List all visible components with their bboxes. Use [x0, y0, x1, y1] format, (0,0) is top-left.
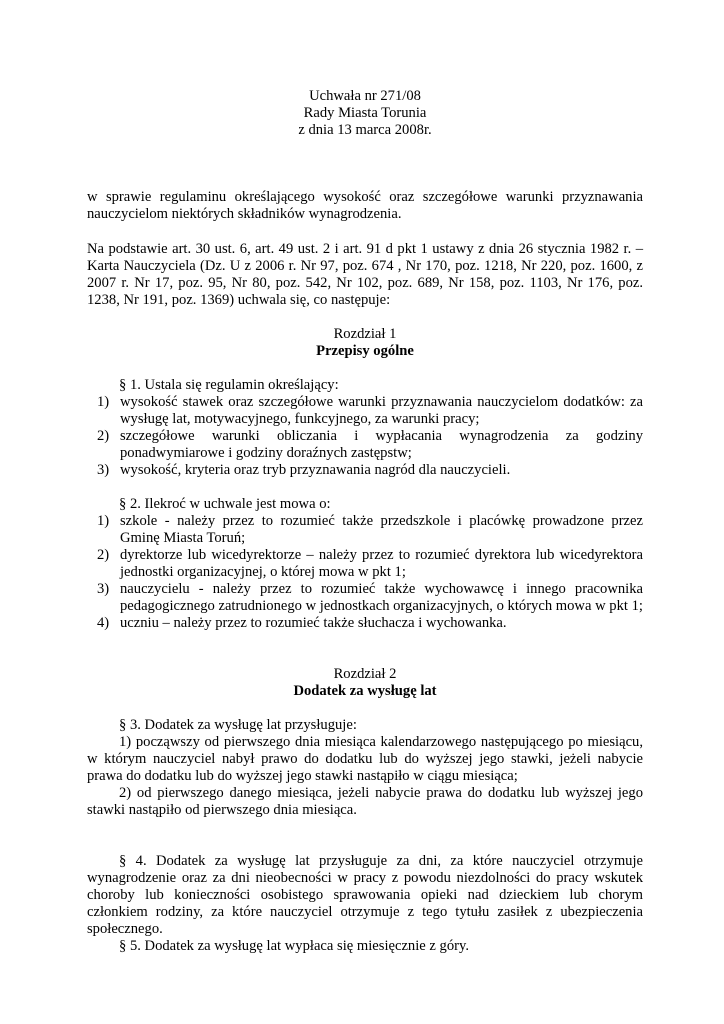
item-number: 2) — [97, 428, 110, 444]
item-text: szczegółowe warunki obliczania i wypłacania wynagrodzenia za godziny ponadwymiarowe i godziny doraźnych zastępstw; — [120, 428, 643, 461]
item-text: szkole - należy przez to rozumieć także przedszkole i placówkę prowadzone przez Gminę Miasta Toruń; — [120, 513, 643, 546]
par1-intro: § 1. Ustala się regulamin określający: — [119, 377, 339, 393]
par4: § 4. Dodatek za wysługę lat przysługuje za dni, za które nauczyciel otrzymuje wynagrodzenie oraz za dni nieobecności w pracy z powodu niezdolności do pracy wskutek choroby lub konieczności osobistego sprawowania opieki nad dzieckiem lub chorym członkiem rodziny, za które nauczyciel otrzymuje z tego tytułu zasiłek z ubezpieczenia społecznego. — [87, 853, 643, 937]
item-text: dyrektorze lub wicedyrektorze – należy przez to rozumieć dyrektora lub wicedyrektora jednostki organizacyjnej, o której mowa w pkt 1; — [120, 547, 643, 580]
item-text: uczniu – należy przez to rozumieć także słuchacza i wychowanka. — [120, 615, 507, 631]
par1-item — [87, 428, 643, 462]
resolution-issuer: Rady Miasta Torunia — [303, 105, 427, 121]
resolution-date: z dnia 13 marca 2008r. — [298, 122, 432, 138]
item-number: 3) — [97, 581, 110, 597]
item-text: wysokość, kryteria oraz tryb przyznawania nagród dla nauczycieli. — [120, 462, 511, 478]
par3-intro: § 3. Dodatek za wysługę lat przysługuje: — [119, 717, 357, 733]
chapter2-label: Rozdział 2 — [333, 666, 397, 682]
par2-item — [87, 547, 643, 581]
item-text: wysokość stawek oraz szczegółowe warunki przyznawania nauczycielom dodatków: za wysługę lat, motywacyjnego, funkcyjnego, za warunki pracy; — [120, 394, 643, 427]
par1-item — [87, 394, 643, 428]
par2-item — [87, 615, 643, 632]
item-number: 4) — [97, 615, 110, 631]
chapter2-title: Dodatek za wysługę lat — [293, 683, 437, 699]
resolution-number: Uchwała nr 271/08 — [309, 88, 421, 104]
par5: § 5. Dodatek za wysługę lat wypłaca się miesięcznie z góry. — [119, 938, 469, 954]
document-page — [87, 88, 643, 955]
item-number: 1) — [97, 394, 110, 410]
resolution-subject: w sprawie regulaminu określającego wysokość oraz szczegółowe warunki przyznawania nauczycielom niektórych składników wynagrodzenia. — [87, 189, 643, 222]
par3-item-1: 1) począwszy od pierwszego dnia miesiąca kalendarzowego następującego po miesiącu, w którym nauczyciel nabył prawo do dodatku lub do wyższej jego stawki, jeżeli nabycie prawa do dodatku lub do wyższej jego stawki nastąpiło w ciągu miesiąca; — [87, 734, 643, 784]
par2-intro: § 2. Ilekroć w uchwale jest mowa o: — [119, 496, 331, 512]
item-text: nauczycielu - należy przez to rozumieć także wychowawcę i innego pracownika pedagogicznego zatrudnionego w jednostkach organizacyjnych, o których mowa w pkt 1; — [120, 581, 643, 614]
chapter1-label: Rozdział 1 — [333, 326, 397, 342]
item-number: 3) — [97, 462, 110, 478]
item-number: 1) — [97, 513, 110, 529]
par3-item-2: 2) od pierwszego danego miesiąca, jeżeli nabycie prawa do dodatku lub wyższej jego stawki nastąpiło od pierwszego dnia miesiąca. — [87, 785, 643, 818]
par2-item — [87, 513, 643, 547]
par2-item — [87, 581, 643, 615]
legal-basis: Na podstawie art. 30 ust. 6, art. 49 ust. 2 i art. 91 d pkt 1 ustawy z dnia 26 stycznia 1982 r. – Karta Nauczyciela (Dz. U z 2006 r. Nr 97, poz. 674 , Nr 170, poz. 1218, Nr 220, poz. 1600, z 2007 r. Nr 17, poz. 95, Nr 80, poz. 542, Nr 102, poz. 689, Nr 158, poz. 1103, Nr 176, poz. 1238, Nr 191, poz. 1369) uchwala się, co następuje: — [87, 241, 643, 308]
par1-item — [87, 462, 643, 479]
resolution-header — [87, 88, 643, 139]
chapter1-title: Przepisy ogólne — [316, 343, 414, 359]
item-number: 2) — [97, 547, 110, 563]
